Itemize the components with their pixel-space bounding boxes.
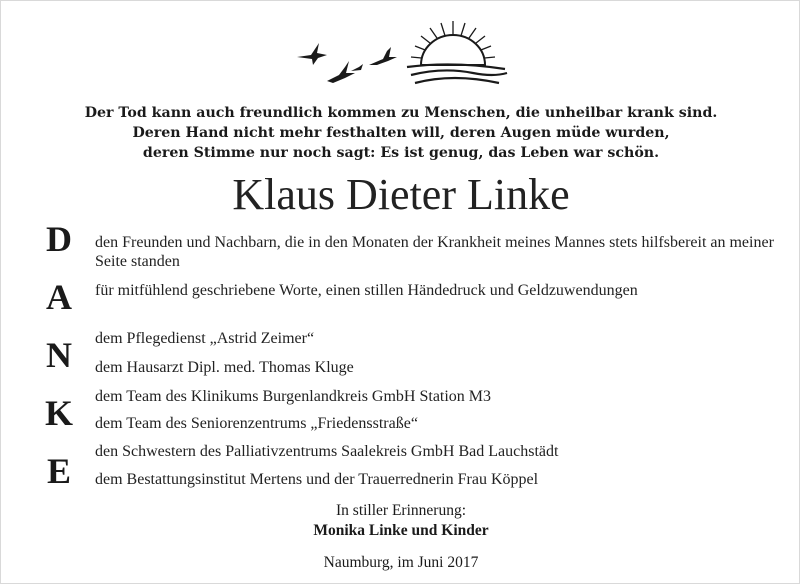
closing-line: In stiller Erinnerung:: [336, 502, 466, 519]
hills-icon: [407, 64, 507, 83]
signature: Monika Linke und Kinder: [313, 522, 489, 539]
closing: [1, 501, 800, 541]
birds-icon: [297, 43, 397, 83]
thanks-item: für mitfühlend geschriebene Worte, einen stillen Händedruck und Geldzuwendungen: [95, 282, 638, 299]
thanks-item: dem Bestattungsinstitut Mertens und der Trauerrednerin Frau Köppel: [95, 471, 539, 488]
poem-line: Der Tod kann auch freundlich kommen zu Menschen, die unheilbar krank sind.: [84, 105, 718, 121]
poem-line: Deren Hand nicht mehr festhalten will, deren Augen müde wurden,: [132, 125, 670, 141]
thanks-item: dem Hausarzt Dipl. med. Thomas Kluge: [95, 359, 354, 376]
thanks-item: dem Pflegedienst „Astrid Zeimer“: [95, 330, 315, 347]
danke-letter: A: [46, 277, 72, 317]
birds-sunrise-icon: [293, 15, 533, 95]
danke-letter: D: [46, 219, 72, 259]
danke-letter: E: [46, 451, 71, 491]
thanks-item: den Schwestern des Palliativzentrums Saalekreis GmbH Bad Lauchstädt: [95, 443, 559, 460]
poem-line: deren Stimme nur noch sagt: Es ist genug, das Leben war schön.: [142, 145, 660, 161]
place-date: Naumburg, im Juni 2017: [323, 554, 479, 571]
deceased-name: Klaus Dieter Linke: [232, 170, 570, 219]
thanks-item: den Freunden und Nachbarn, die in den Monaten der Krankheit meines Mannes stets hilfsbereit an meiner Seite standen: [95, 234, 774, 270]
danke-letter: N: [46, 335, 72, 375]
danke-letter: K: [44, 393, 73, 433]
thanks-item: dem Team des Klinikums Burgenlandkreis GmbH Station M3: [95, 388, 492, 405]
poem: [1, 103, 800, 163]
thanks-item: dem Team des Seniorenzentrums „Friedensstraße“: [95, 415, 418, 432]
